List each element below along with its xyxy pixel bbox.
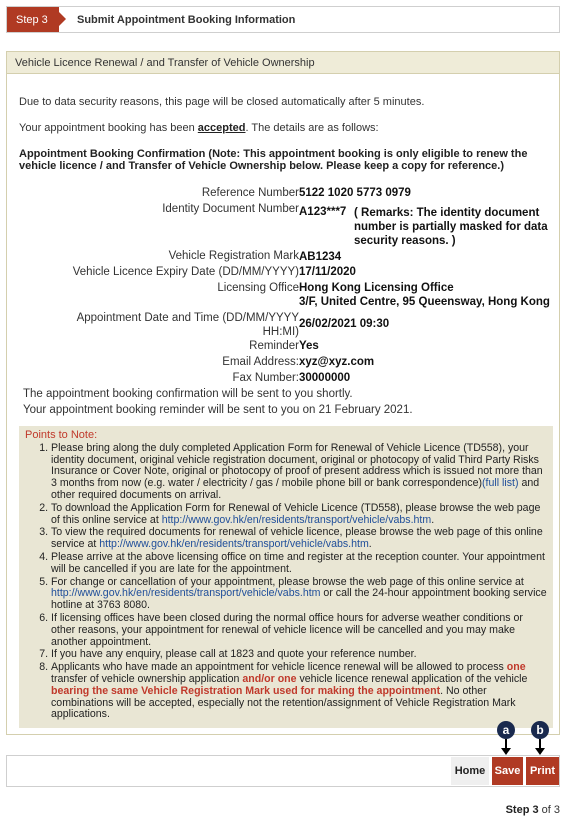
note-7-text: If you have any enquiry, please call at 1823 and quote your reference number. xyxy=(51,648,417,661)
callout-b: b xyxy=(531,721,549,739)
note-item xyxy=(51,503,547,527)
print-button[interactable]: Print xyxy=(526,757,559,785)
note-8-part-b: transfer of vehicle ownership application xyxy=(51,672,243,685)
note-8-andor: and/or one xyxy=(242,672,297,685)
fax-label: Fax Number: xyxy=(232,372,299,384)
confirmation-sent-message: The appointment booking confirmation will be sent to you shortly. xyxy=(23,388,353,400)
appointment-label-line1: Appointment Date and Time (DD/MM/YYYY xyxy=(76,312,299,324)
identity-remark: ( Remarks: The identity document number is partially masked for data security reasons. ) xyxy=(354,207,548,247)
home-button[interactable]: Home xyxy=(451,757,489,785)
note-8-one: one xyxy=(506,661,526,674)
note-item xyxy=(51,443,547,502)
note-item xyxy=(51,662,547,721)
note-1-tail: and other required documents on arrival. xyxy=(51,477,540,501)
note-5-tail: or call the 24-hour appointment booking service hotline at 3763 8080. xyxy=(51,587,547,612)
accepted-message xyxy=(19,122,379,134)
identity-value: A123***7 xyxy=(299,206,347,218)
points-to-note xyxy=(19,426,553,728)
vabs-link-5[interactable]: http://www.gov.hk/en/residents/transport/vehicle/vabs.htm xyxy=(51,587,321,600)
email-value: xyz@xyz.com xyxy=(299,356,375,368)
fax-value: 30000000 xyxy=(299,372,351,384)
reminder-sent-message: Your appointment booking reminder will be sent to you on 21 February 2021. xyxy=(23,404,413,416)
identity-label: Identity Document Number xyxy=(162,203,299,215)
reminder-label: Reminder xyxy=(249,340,299,352)
step-counter-total: of 3 xyxy=(538,804,560,816)
registration-label: Vehicle Registration Mark xyxy=(168,250,299,262)
reference-label: Reference Number xyxy=(201,187,299,199)
appointment-value: 26/02/2021 09:30 xyxy=(299,318,390,330)
note-8-part-a: Applicants who have made an appointment for vehicle licence renewal will be allowed to process xyxy=(51,661,507,674)
step-tab-label: Step 3 xyxy=(16,13,48,26)
step-counter xyxy=(506,804,560,816)
accepted-pre: Your appointment booking has been xyxy=(19,122,198,134)
accepted-word: accepted xyxy=(197,122,246,134)
notes-list xyxy=(25,443,547,721)
security-message: Due to data security reasons, this page will be closed automatically after 5 minutes. xyxy=(19,96,425,108)
note-3-text: To view the required documents for renewal of vehicle licence, please browse the web page of this online service at xyxy=(51,526,543,551)
note-2-text: To download the Application Form for Renewal of Vehicle Licence (TD558), please browse the web page of this online service at xyxy=(51,501,541,526)
expiry-label: Vehicle Licence Expiry Date (DD/MM/YYYY) xyxy=(72,266,299,278)
note-4-text: Please arrive at the above licensing office on time and register at the reception counter. Your appointment will be cancelled if you are late for the appointment. xyxy=(51,550,545,575)
vabs-link-3[interactable]: http://www.gov.hk/en/residents/transport/vehicle/vabs.htm xyxy=(99,538,369,551)
step-title: Submit Appointment Booking Information xyxy=(77,13,296,26)
confirmation-title: Appointment Booking Confirmation (Note: This appointment booking is only eligible to renew the vehicle licence / and Transfer of Vehicle Ownership below. Please keep a copy for reference.) xyxy=(19,148,528,172)
step-indicator xyxy=(7,7,59,32)
note-5-text: For change or cancellation of your appointment, please browse the web page of this online service at xyxy=(51,575,524,588)
note-item xyxy=(51,613,547,648)
accepted-post: . The details are as follows: xyxy=(245,122,379,134)
action-bar xyxy=(6,755,560,787)
expiry-value: 17/11/2020 xyxy=(299,266,356,278)
note-8-part-c: vehicle licence renewal application of the vehicle xyxy=(296,672,528,685)
step-bar xyxy=(6,6,560,33)
note-item xyxy=(51,649,547,661)
full-list-link[interactable]: (full list) xyxy=(482,477,519,490)
panel-heading: Vehicle Licence Renewal / and Transfer of Vehicle Ownership xyxy=(7,52,559,74)
registration-value: AB1234 xyxy=(299,251,342,263)
save-button[interactable]: Save xyxy=(492,757,523,785)
note-item xyxy=(51,577,547,612)
note-3-tail: . xyxy=(368,538,372,551)
note-8-same-mark: bearing the same Vehicle Registration Mark used for making the appointment xyxy=(51,684,441,697)
step-counter-current: Step 3 xyxy=(505,804,539,816)
note-1-text: Please bring along the duly completed Application Form for Renewal of Vehicle Licence (TD558), your identity document, original vehicle registration document, original or photocopy of valid Third Party Risks Insurance or Cover Note, original or photocopy of proof of present address which is issued not more than 3 months from now (e.g. water / electricity / gas / mobile phone bill or bank correspondence) xyxy=(51,441,543,490)
notes-title: Points to Note: xyxy=(25,429,98,441)
booking-panel xyxy=(6,51,560,735)
appointment-label xyxy=(77,311,299,339)
note-item xyxy=(51,527,547,551)
callout-b-arrow-head xyxy=(535,748,545,755)
note-item xyxy=(51,552,547,576)
note-8-part-d: . No other combinations will be accepted, especially not the retention/assignment of Vehicle Registration Mark applications. xyxy=(51,684,516,721)
note-2-tail: . xyxy=(431,513,435,526)
callout-a-arrow-head xyxy=(501,748,511,755)
office-line2: 3/F, United Centre, 95 Queensway, Hong Kong xyxy=(299,296,550,308)
vabs-link-2[interactable]: http://www.gov.hk/en/residents/transport/vehicle/vabs.htm xyxy=(161,513,432,526)
reminder-value: Yes xyxy=(299,340,319,352)
office-line1: Hong Kong Licensing Office xyxy=(299,282,454,294)
office-label: Licensing Office xyxy=(217,282,299,294)
callout-a: a xyxy=(497,721,515,739)
reference-value: 5122 1020 5773 0979 xyxy=(299,187,411,199)
appointment-label-line2: HH:MI) xyxy=(262,326,299,338)
email-label: Email Address: xyxy=(222,356,299,368)
note-6-text: If licensing offices have been closed during the normal office hours for adverse weather conditions or other reasons, your appointment for renewal of vehicle licence will be cancelled and you may make another appointment. xyxy=(51,611,523,648)
